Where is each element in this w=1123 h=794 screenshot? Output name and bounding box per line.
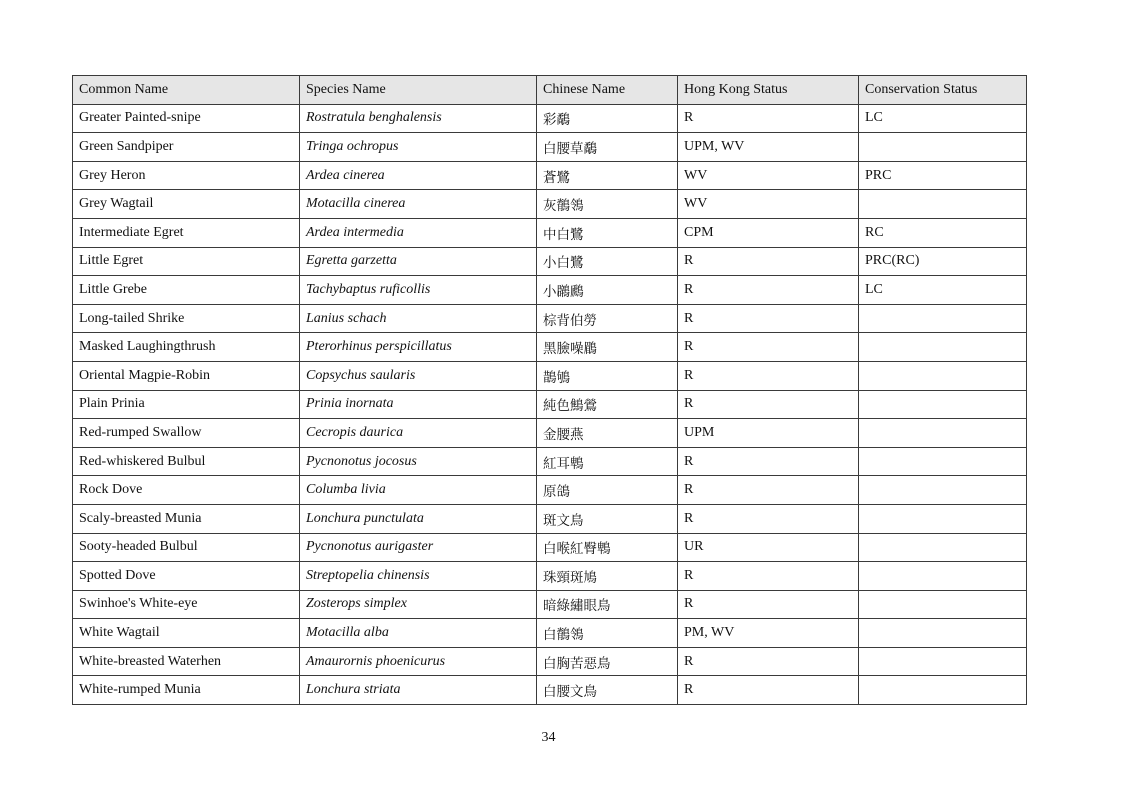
chinese-name-cell: 金腰燕	[537, 419, 678, 448]
chinese-name-cell: 暗綠繡眼鳥	[537, 590, 678, 619]
table-row	[73, 419, 1027, 448]
hong-kong-status-cell: PM, WV	[678, 619, 859, 648]
common-name-cell: Plain Prinia	[73, 390, 300, 419]
common-name-cell: Greater Painted-snipe	[73, 104, 300, 133]
chinese-name-cell: 棕背伯勞	[537, 304, 678, 333]
species-name-cell: Lanius schach	[300, 304, 537, 333]
common-name-cell: Rock Dove	[73, 476, 300, 505]
hong-kong-status-cell: CPM	[678, 218, 859, 247]
common-name-cell: Intermediate Egret	[73, 218, 300, 247]
header-common-name: Common Name	[73, 76, 300, 105]
table-row	[73, 476, 1027, 505]
table-row	[73, 276, 1027, 305]
header-chinese-name: Chinese Name	[537, 76, 678, 105]
conservation-status-cell	[859, 476, 1027, 505]
common-name-cell: Oriental Magpie-Robin	[73, 361, 300, 390]
chinese-name-cell: 白腰草鷸	[537, 133, 678, 162]
species-name-cell: Pycnonotus aurigaster	[300, 533, 537, 562]
species-name-cell: Prinia inornata	[300, 390, 537, 419]
common-name-cell: Grey Wagtail	[73, 190, 300, 219]
hong-kong-status-cell: R	[678, 104, 859, 133]
species-name-cell: Pycnonotus jocosus	[300, 447, 537, 476]
table-row	[73, 247, 1027, 276]
table-row	[73, 104, 1027, 133]
common-name-cell: Masked Laughingthrush	[73, 333, 300, 362]
conservation-status-cell	[859, 304, 1027, 333]
conservation-status-cell	[859, 533, 1027, 562]
hong-kong-status-cell: UPM, WV	[678, 133, 859, 162]
hong-kong-status-cell: R	[678, 276, 859, 305]
species-table	[72, 75, 1027, 705]
header-row	[73, 76, 1027, 105]
species-name-cell: Rostratula benghalensis	[300, 104, 537, 133]
hong-kong-status-cell: R	[678, 647, 859, 676]
common-name-cell: Red-rumped Swallow	[73, 419, 300, 448]
table-row	[73, 361, 1027, 390]
table-row	[73, 562, 1027, 591]
table-header	[73, 76, 1027, 105]
chinese-name-cell: 小鸊鷉	[537, 276, 678, 305]
hong-kong-status-cell: R	[678, 590, 859, 619]
table-body	[73, 104, 1027, 704]
species-name-cell: Motacilla alba	[300, 619, 537, 648]
chinese-name-cell: 珠頸斑鳩	[537, 562, 678, 591]
table-row	[73, 533, 1027, 562]
species-name-cell: Streptopelia chinensis	[300, 562, 537, 591]
hong-kong-status-cell: UR	[678, 533, 859, 562]
table-row	[73, 647, 1027, 676]
chinese-name-cell: 灰鶺鴒	[537, 190, 678, 219]
species-name-cell: Tringa ochropus	[300, 133, 537, 162]
species-name-cell: Lonchura striata	[300, 676, 537, 705]
conservation-status-cell	[859, 647, 1027, 676]
conservation-status-cell: PRC	[859, 161, 1027, 190]
conservation-status-cell	[859, 133, 1027, 162]
chinese-name-cell: 鵲鴝	[537, 361, 678, 390]
conservation-status-cell	[859, 590, 1027, 619]
common-name-cell: White Wagtail	[73, 619, 300, 648]
common-name-cell: Little Egret	[73, 247, 300, 276]
common-name-cell: Spotted Dove	[73, 562, 300, 591]
hong-kong-status-cell: R	[678, 476, 859, 505]
common-name-cell: Red-whiskered Bulbul	[73, 447, 300, 476]
hong-kong-status-cell: WV	[678, 161, 859, 190]
table-row	[73, 619, 1027, 648]
chinese-name-cell: 小白鷺	[537, 247, 678, 276]
table-row	[73, 590, 1027, 619]
hong-kong-status-cell: R	[678, 304, 859, 333]
chinese-name-cell: 黑臉噪鶥	[537, 333, 678, 362]
chinese-name-cell: 原鴿	[537, 476, 678, 505]
hong-kong-status-cell: R	[678, 447, 859, 476]
table-row	[73, 304, 1027, 333]
hong-kong-status-cell: R	[678, 562, 859, 591]
conservation-status-cell: PRC(RC)	[859, 247, 1027, 276]
common-name-cell: Long-tailed Shrike	[73, 304, 300, 333]
species-name-cell: Cecropis daurica	[300, 419, 537, 448]
species-name-cell: Copsychus saularis	[300, 361, 537, 390]
chinese-name-cell: 白鶺鴒	[537, 619, 678, 648]
chinese-name-cell: 紅耳鵯	[537, 447, 678, 476]
species-name-cell: Ardea intermedia	[300, 218, 537, 247]
table-row	[73, 447, 1027, 476]
conservation-status-cell	[859, 361, 1027, 390]
hong-kong-status-cell: R	[678, 247, 859, 276]
header-conservation-status: Conservation Status	[859, 76, 1027, 105]
conservation-status-cell	[859, 390, 1027, 419]
chinese-name-cell: 白喉紅臀鵯	[537, 533, 678, 562]
table-row	[73, 676, 1027, 705]
species-name-cell: Tachybaptus ruficollis	[300, 276, 537, 305]
species-name-cell: Amaurornis phoenicurus	[300, 647, 537, 676]
species-name-cell: Egretta garzetta	[300, 247, 537, 276]
conservation-status-cell: LC	[859, 276, 1027, 305]
header-hong-kong-status: Hong Kong Status	[678, 76, 859, 105]
chinese-name-cell: 中白鷺	[537, 218, 678, 247]
common-name-cell: Little Grebe	[73, 276, 300, 305]
species-name-cell: Columba livia	[300, 476, 537, 505]
chinese-name-cell: 斑文鳥	[537, 504, 678, 533]
conservation-status-cell	[859, 562, 1027, 591]
conservation-status-cell	[859, 676, 1027, 705]
species-name-cell: Motacilla cinerea	[300, 190, 537, 219]
hong-kong-status-cell: R	[678, 361, 859, 390]
common-name-cell: Sooty-headed Bulbul	[73, 533, 300, 562]
table-row	[73, 133, 1027, 162]
species-name-cell: Zosterops simplex	[300, 590, 537, 619]
hong-kong-status-cell: R	[678, 333, 859, 362]
species-name-cell: Lonchura punctulata	[300, 504, 537, 533]
chinese-name-cell: 純色鷦鶯	[537, 390, 678, 419]
hong-kong-status-cell: R	[678, 504, 859, 533]
hong-kong-status-cell: R	[678, 676, 859, 705]
conservation-status-cell	[859, 619, 1027, 648]
species-name-cell: Pterorhinus perspicillatus	[300, 333, 537, 362]
conservation-status-cell	[859, 447, 1027, 476]
conservation-status-cell	[859, 504, 1027, 533]
conservation-status-cell: LC	[859, 104, 1027, 133]
hong-kong-status-cell: UPM	[678, 419, 859, 448]
conservation-status-cell	[859, 190, 1027, 219]
table-row	[73, 218, 1027, 247]
table-row	[73, 333, 1027, 362]
chinese-name-cell: 白腰文鳥	[537, 676, 678, 705]
common-name-cell: Green Sandpiper	[73, 133, 300, 162]
chinese-name-cell: 彩鷸	[537, 104, 678, 133]
table-row	[73, 504, 1027, 533]
conservation-status-cell: RC	[859, 218, 1027, 247]
chinese-name-cell: 蒼鷺	[537, 161, 678, 190]
common-name-cell: Scaly-breasted Munia	[73, 504, 300, 533]
chinese-name-cell: 白胸苦惡鳥	[537, 647, 678, 676]
hong-kong-status-cell: WV	[678, 190, 859, 219]
page-number: 34	[541, 730, 556, 745]
common-name-cell: White-breasted Waterhen	[73, 647, 300, 676]
hong-kong-status-cell: R	[678, 390, 859, 419]
common-name-cell: Swinhoe's White-eye	[73, 590, 300, 619]
species-name-cell: Ardea cinerea	[300, 161, 537, 190]
table-row	[73, 161, 1027, 190]
table-row	[73, 390, 1027, 419]
table-row	[73, 190, 1027, 219]
common-name-cell: White-rumped Munia	[73, 676, 300, 705]
header-species-name: Species Name	[300, 76, 537, 105]
common-name-cell: Grey Heron	[73, 161, 300, 190]
conservation-status-cell	[859, 333, 1027, 362]
conservation-status-cell	[859, 419, 1027, 448]
